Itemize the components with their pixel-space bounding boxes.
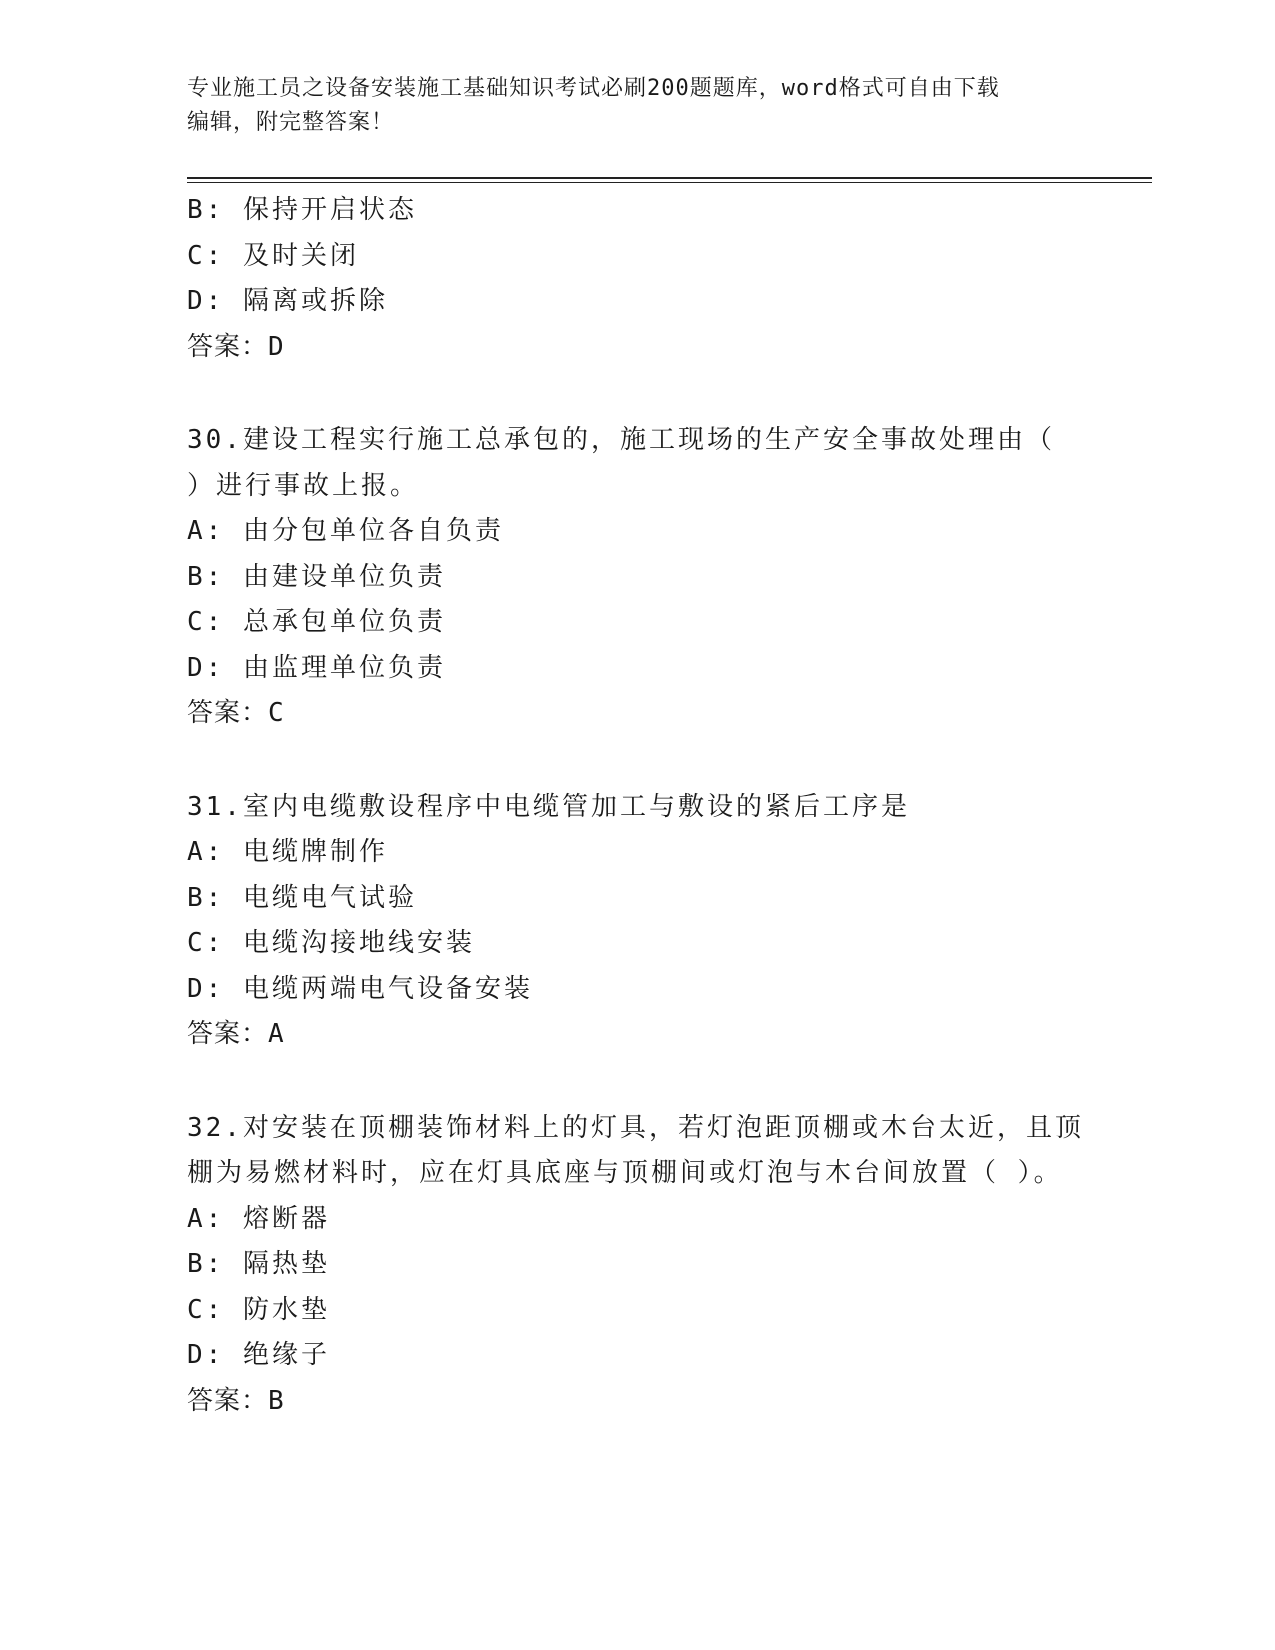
block-spacer [187, 737, 1087, 785]
option-key: A: [187, 1203, 225, 1234]
option-c [187, 600, 1087, 646]
option-key: A: [187, 516, 225, 546]
question-stem-line-1: 32.对安装在顶棚装饰材料上的灯具，若灯泡距顶棚或木台太近，且顶 [187, 1112, 1084, 1143]
option-text: 总承包单位负责 [242, 607, 446, 637]
option-text: 电缆电气试验 [242, 882, 417, 913]
option-c [187, 1288, 1087, 1334]
option-text: 保持开启状态 [242, 195, 417, 225]
question-stem-line-1: 30.建设工程实行施工总承包的，施工现场的生产安全事故处理由（ [187, 425, 1055, 455]
block-spacer [187, 1058, 1087, 1106]
option-a [187, 830, 1087, 876]
question-block-32 [187, 1106, 1087, 1425]
question-list [187, 188, 1087, 1424]
question-block-30 [187, 418, 1087, 737]
option-c [187, 234, 1087, 280]
option-b [187, 1242, 1087, 1288]
option-key: B: [187, 195, 225, 225]
option-d [187, 279, 1087, 325]
option-text: 防水垫 [242, 1294, 330, 1325]
answer: 答案：C [187, 698, 285, 728]
question-stem-line-1: 31.室内电缆敷设程序中电缆管加工与敷设的紧后工序是 [187, 791, 910, 822]
option-key: B: [187, 561, 225, 592]
option-key: C: [187, 240, 225, 271]
option-key: C: [187, 607, 225, 637]
option-text: 绝缘子 [242, 1340, 330, 1370]
option-text: 及时关闭 [242, 240, 359, 271]
option-d [187, 646, 1087, 692]
option-text: 隔离或拆除 [242, 286, 388, 316]
option-b [187, 555, 1087, 601]
option-d [187, 1333, 1087, 1379]
option-text: 电缆两端电气设备安装 [242, 973, 533, 1004]
question-stem-line-2: 棚为易燃材料时，应在灯具底座与顶棚间或灯泡与木台间放置（ ）。 [187, 1158, 1063, 1188]
option-text: 由监理单位负责 [242, 652, 446, 683]
answer: 答案：D [187, 331, 285, 362]
answer: 答案：A [187, 1019, 285, 1049]
document-header [187, 72, 1087, 140]
question-block-partial [187, 188, 1087, 370]
option-d [187, 967, 1087, 1013]
option-key: B: [187, 1249, 225, 1279]
option-key: D: [187, 973, 225, 1004]
option-key: B: [187, 882, 225, 913]
option-text: 电缆沟接地线安装 [242, 928, 475, 958]
option-key: A: [187, 837, 225, 867]
header-divider-thick [187, 177, 1152, 179]
option-b [187, 188, 1087, 234]
option-a [187, 1197, 1087, 1243]
option-text: 熔断器 [242, 1203, 330, 1234]
option-text: 隔热垫 [242, 1249, 330, 1279]
question-stem-line-2: ）进行事故上报。 [187, 470, 420, 501]
option-text: 电缆牌制作 [242, 837, 388, 867]
header-line-1: 专业施工员之设备安装施工基础知识考试必刷200题题库，word格式可自由下载 [187, 76, 1000, 101]
question-block-31 [187, 785, 1087, 1058]
block-spacer [187, 370, 1087, 418]
option-key: C: [187, 1294, 225, 1325]
answer: 答案：B [187, 1385, 285, 1416]
option-key: D: [187, 652, 225, 683]
option-b [187, 876, 1087, 922]
option-c [187, 921, 1087, 967]
option-key: D: [187, 286, 225, 316]
option-text: 由建设单位负责 [242, 561, 446, 592]
option-text: 由分包单位各自负责 [242, 516, 504, 546]
option-a [187, 509, 1087, 555]
option-key: D: [187, 1340, 225, 1370]
header-divider-thin [187, 182, 1152, 183]
header-line-2: 编辑，附完整答案！ [187, 110, 395, 135]
option-key: C: [187, 928, 225, 958]
